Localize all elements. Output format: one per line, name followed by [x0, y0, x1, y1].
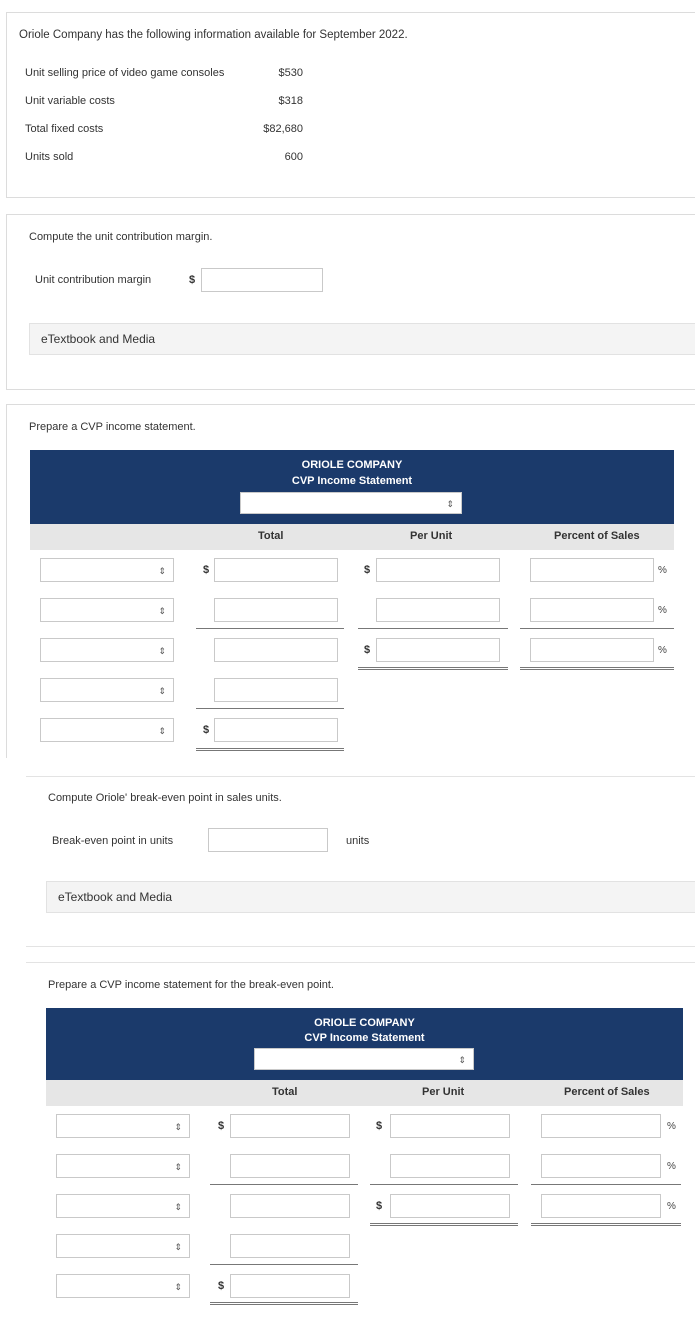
per-unit-currency: $: [376, 1120, 383, 1132]
double-underline: [358, 667, 508, 670]
percent-sign: %: [658, 565, 667, 576]
percent-input-1[interactable]: [530, 558, 654, 582]
part-a-instruction: Compute the unit contribution margin.: [29, 231, 213, 243]
double-underline: [531, 1223, 681, 1226]
underline: [531, 1184, 681, 1185]
double-underline: [196, 748, 344, 751]
total-currency: $: [218, 1280, 225, 1292]
etextbook-media-label: eTextbook and Media: [58, 890, 173, 904]
percent-sign: %: [667, 1201, 676, 1212]
be-line-item-select-3[interactable]: [56, 1194, 190, 1218]
info-value-fixed: $82,680: [263, 123, 303, 135]
be-percent-input-2[interactable]: [541, 1154, 661, 1178]
period-select-be[interactable]: [254, 1048, 474, 1070]
percent-sign: %: [667, 1121, 676, 1132]
be-total-input-3[interactable]: [230, 1194, 350, 1218]
line-item-select-4[interactable]: [40, 678, 174, 702]
line-item-select-2[interactable]: [40, 598, 174, 622]
chevron-up-down-icon: ⇕: [174, 1122, 182, 1132]
line-item-select-5[interactable]: [40, 718, 174, 742]
statement-title: CVP Income Statement: [291, 475, 413, 487]
info-label-units: Units sold: [25, 151, 74, 163]
company-name: ORIOLE COMPANY: [314, 1017, 415, 1029]
total-input-1[interactable]: [214, 558, 338, 582]
per-unit-currency: $: [364, 644, 371, 656]
underline: [210, 1264, 358, 1265]
part-d-instruction: Prepare a CVP income statement for the break-even point.: [48, 979, 334, 991]
break-even-label: Break-even point in units: [52, 835, 174, 847]
chevron-up-down-icon: ⇕: [174, 1242, 182, 1252]
underline: [370, 1184, 518, 1185]
chevron-up-down-icon: ⇕: [174, 1202, 182, 1212]
chevron-up-down-icon: ⇕: [446, 499, 454, 509]
section-divider: [26, 962, 695, 963]
chevron-up-down-icon: ⇕: [158, 726, 166, 736]
period-select[interactable]: [240, 492, 462, 514]
be-total-input-2[interactable]: [230, 1154, 350, 1178]
info-label-price: Unit selling price of video game consoles: [25, 67, 225, 79]
part-a-card: [6, 214, 695, 390]
col-per-unit: Per Unit: [410, 530, 453, 542]
info-value-price: $530: [278, 67, 303, 79]
section-divider: [26, 776, 695, 777]
info-label-variable: Unit variable costs: [25, 95, 115, 107]
per-unit-currency: $: [376, 1200, 383, 1212]
units-label: units: [346, 835, 370, 847]
unit-cm-currency: $: [189, 274, 196, 286]
be-per-unit-input-1[interactable]: [390, 1114, 510, 1138]
total-currency: $: [203, 724, 210, 736]
underline: [196, 628, 344, 629]
per-unit-currency: $: [364, 564, 371, 576]
unit-cm-label: Unit contribution margin: [35, 274, 152, 286]
be-total-input-5[interactable]: [230, 1274, 350, 1298]
be-total-input-1[interactable]: [230, 1114, 350, 1138]
percent-sign: %: [667, 1161, 676, 1172]
total-currency: $: [218, 1120, 225, 1132]
col-total: Total: [258, 530, 284, 542]
col-percent: Percent of Sales: [554, 530, 640, 542]
info-card: [6, 12, 695, 198]
per-unit-input-3[interactable]: [376, 638, 500, 662]
line-item-select-3[interactable]: [40, 638, 174, 662]
info-label-fixed: Total fixed costs: [25, 123, 104, 135]
total-currency: $: [203, 564, 210, 576]
double-underline: [210, 1302, 358, 1305]
be-total-input-4[interactable]: [230, 1234, 350, 1258]
be-line-item-select-2[interactable]: [56, 1154, 190, 1178]
percent-input-3[interactable]: [530, 638, 654, 662]
section-divider: [26, 946, 695, 947]
chevron-up-down-icon: ⇕: [174, 1162, 182, 1172]
chevron-up-down-icon: ⇕: [158, 646, 166, 656]
percent-sign: %: [658, 645, 667, 656]
company-name: ORIOLE COMPANY: [301, 459, 403, 471]
unit-cm-input[interactable]: [201, 268, 323, 292]
column-header-row: [30, 524, 674, 550]
total-input-5[interactable]: [214, 718, 338, 742]
percent-sign: %: [658, 605, 667, 616]
double-underline: [370, 1223, 518, 1226]
info-value-variable: $318: [278, 95, 303, 107]
be-percent-input-1[interactable]: [541, 1114, 661, 1138]
underline: [210, 1184, 358, 1185]
col-total: Total: [272, 1086, 298, 1098]
cvp-header-banner-be: [46, 1008, 683, 1080]
be-percent-input-3[interactable]: [541, 1194, 661, 1218]
col-percent: Percent of Sales: [564, 1086, 650, 1098]
total-input-4[interactable]: [214, 678, 338, 702]
etextbook-media-button-c[interactable]: [46, 881, 695, 913]
chevron-up-down-icon: ⇕: [174, 1282, 182, 1292]
percent-input-2[interactable]: [530, 598, 654, 622]
be-line-item-select-5[interactable]: [56, 1274, 190, 1298]
per-unit-input-2[interactable]: [376, 598, 500, 622]
col-per-unit: Per Unit: [422, 1086, 465, 1098]
underline: [196, 708, 344, 709]
be-line-item-select-1[interactable]: [56, 1114, 190, 1138]
chevron-up-down-icon: ⇕: [158, 686, 166, 696]
line-item-select-1[interactable]: [40, 558, 174, 582]
be-line-item-select-4[interactable]: [56, 1234, 190, 1258]
break-even-units-input[interactable]: [208, 828, 328, 852]
etextbook-media-label: eTextbook and Media: [41, 332, 156, 346]
chevron-up-down-icon: ⇕: [458, 1055, 466, 1065]
total-input-3[interactable]: [214, 638, 338, 662]
per-unit-input-1[interactable]: [376, 558, 500, 582]
total-input-2[interactable]: [214, 598, 338, 622]
column-header-row-be: [46, 1080, 683, 1106]
statement-title: CVP Income Statement: [304, 1032, 425, 1044]
info-value-units: 600: [284, 151, 303, 163]
be-per-unit-input-2[interactable]: [390, 1154, 510, 1178]
part-b-instruction: Prepare a CVP income statement.: [29, 421, 196, 433]
part-c-instruction: Compute Oriole' break-even point in sales units.: [48, 792, 282, 804]
be-per-unit-input-3[interactable]: [390, 1194, 510, 1218]
double-underline: [520, 667, 674, 670]
chevron-up-down-icon: ⇕: [158, 606, 166, 616]
cvp-header-banner: [30, 450, 674, 524]
etextbook-media-button-a[interactable]: [29, 323, 695, 355]
chevron-up-down-icon: ⇕: [158, 566, 166, 576]
underline: [520, 628, 674, 629]
underline: [358, 628, 508, 629]
info-intro: Oriole Company has the following information available for September 2022.: [19, 29, 408, 41]
